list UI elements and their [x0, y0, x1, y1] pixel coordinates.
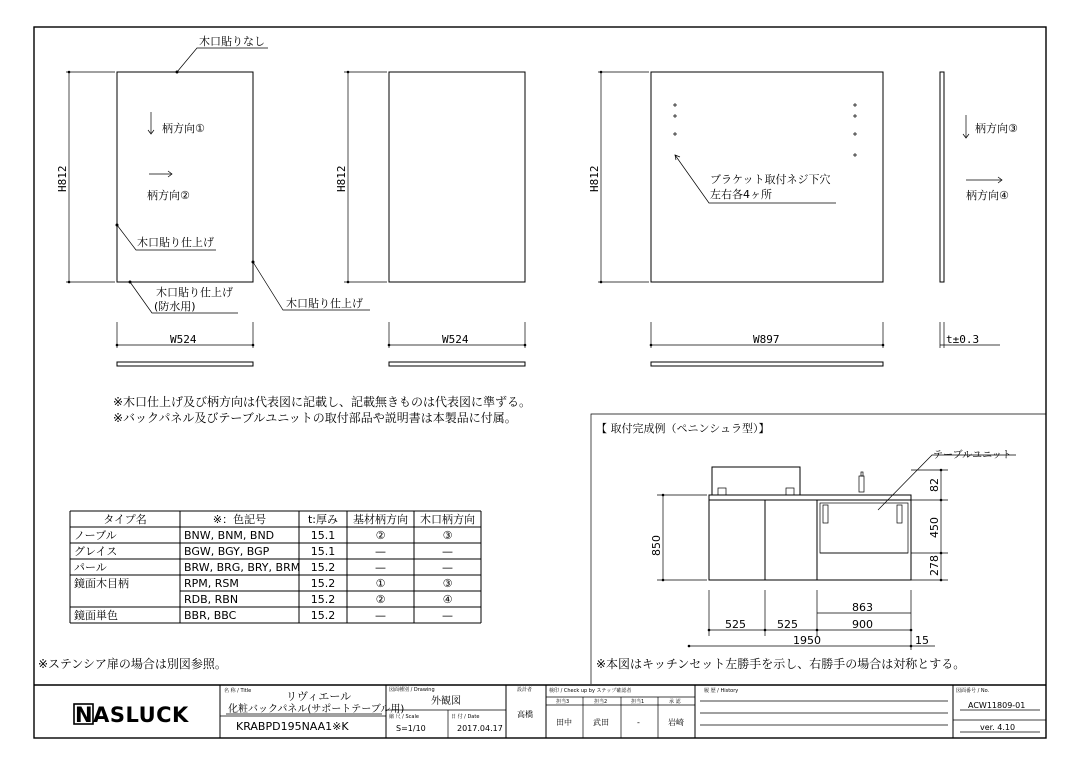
example-note: ※本図はキッチンセット左勝手を示し、右勝手の場合は対称とする。 — [596, 657, 966, 671]
table-cell: 15.2 — [310, 577, 336, 590]
dim-278: 278 — [928, 555, 941, 576]
note-1: ※木口仕上げ及び柄方向は代表図に記載し、記載無きものは代表図に準ずる。 — [113, 395, 532, 409]
screw-holes — [673, 103, 857, 157]
counter-top — [709, 495, 911, 500]
panel-3-note-2: 左右各4ヶ所 — [710, 188, 772, 201]
panel-4-outline — [940, 72, 944, 282]
dim-850: 850 — [650, 535, 663, 556]
panel-2 — [335, 71, 526, 366]
product-subname: 化粧バックパネル(サポートテーブル用) — [228, 704, 405, 715]
panel-4-thickness: t±0.3 — [946, 333, 980, 346]
table-header: t:厚み — [307, 513, 339, 526]
panel-2-outline — [389, 72, 525, 282]
panel-1-right-finish: 木口貼り仕上げ — [286, 297, 363, 310]
table-header: ※：色記号 — [212, 513, 267, 526]
panel-3 — [588, 71, 884, 366]
nasluck-logo — [74, 703, 189, 727]
table-header: タイプ名 — [103, 513, 147, 526]
panel-1-width: W524 — [170, 333, 197, 346]
table-cell: ③ — [442, 529, 453, 542]
table-cell: — — [442, 561, 453, 574]
panel-1-grain-2: 柄方向② — [147, 189, 190, 202]
table-cell: — — [375, 609, 386, 622]
table-cell: 15.2 — [310, 593, 336, 606]
cabinet-left — [709, 500, 765, 580]
check-sub-3: 担当1 — [631, 699, 645, 705]
name-label: 名 称 / Title — [224, 688, 252, 694]
designer-label: 設計者 — [517, 687, 533, 693]
table-cell: — — [375, 561, 386, 574]
table-cell: 15.2 — [310, 609, 336, 622]
designer: 高橋 — [517, 710, 533, 719]
table-header: 木口柄方向 — [420, 513, 475, 526]
panel-3-height: H812 — [588, 165, 601, 192]
table-cell: BBR, BBC — [184, 609, 237, 622]
panel-1-outline — [117, 72, 253, 282]
table-cell: 15.2 — [310, 561, 336, 574]
panel-1-bottom-finish-1: 木口貼り仕上げ — [156, 286, 233, 299]
table-cell: BGW, BGY, BGP — [184, 545, 270, 558]
panel-1 — [56, 34, 370, 366]
table-cell: ノーブル — [74, 529, 117, 542]
model-number: KRABPD195NAA1※K — [236, 720, 349, 733]
panel-1-strip — [117, 362, 253, 366]
table-unit-label: テーブルユニット — [933, 450, 1012, 461]
panel-3-width: W897 — [753, 333, 780, 346]
table-cell: グレイス — [74, 545, 118, 558]
check-label: 検印 / Check up by ステップ確認者 — [549, 688, 632, 694]
table-cell: — — [442, 545, 453, 558]
panel-1-bottom-finish-2: (防水用) — [154, 300, 196, 313]
drawing-type-label: 図面種別 / Drawing — [389, 687, 435, 693]
product-name: リヴィエール — [286, 690, 352, 703]
drawing-type: 外観図 — [431, 696, 461, 707]
table-cell: ④ — [442, 593, 453, 606]
table-cell: RPM, RSM — [184, 577, 239, 590]
cabinet-center — [765, 500, 817, 580]
table-cell: BNW, BNM, BND — [184, 529, 275, 542]
panel-1-edge-finish: 木口貼り仕上げ — [137, 236, 214, 249]
table-cell: ② — [375, 529, 386, 542]
installation-example — [591, 414, 1046, 684]
check-sub-4: 承 認 — [669, 699, 681, 705]
history-label: 履 歴 / History — [704, 688, 739, 694]
stencil-note: ※ステンシア扉の場合は別図参照。 — [38, 657, 227, 671]
panel-1-height: H812 — [56, 165, 69, 192]
scale-label: 縮 尺 / Scale — [389, 714, 419, 720]
dim-82: 82 — [928, 478, 941, 492]
panel-4 — [940, 72, 1018, 348]
scale: S=1/10 — [396, 724, 426, 733]
spec-table — [70, 511, 481, 623]
dim-525-a: 525 — [725, 618, 746, 631]
dim-1950: 1950 — [793, 634, 821, 647]
dim-450: 450 — [928, 517, 941, 538]
panel-1-top-label: 木口貼りなし — [199, 35, 265, 48]
logo-text: NASLUCK — [75, 703, 189, 727]
panel-2-height: H812 — [335, 165, 348, 192]
example-title: 【 取付完成例（ペニンシュラ型）】 — [596, 422, 770, 435]
table-cell: — — [442, 609, 453, 622]
checker-4: 岩崎 — [668, 718, 684, 727]
panel-3-strip — [651, 362, 883, 366]
drawing-number: ACW11809-01 — [968, 701, 1026, 710]
panel-2-strip — [389, 362, 525, 366]
sink-basin — [712, 467, 800, 495]
table-cell: 鏡面単色 — [74, 609, 118, 622]
date: 2017.04.17 — [457, 724, 503, 733]
table-unit — [820, 503, 908, 553]
panel-2-width: W524 — [442, 333, 469, 346]
table-cell: 15.1 — [310, 545, 336, 558]
note-2: ※バックパネル及びテーブルユニットの取付部品や説明書は本製品に付属。 — [113, 411, 517, 425]
table-cell: ② — [375, 593, 386, 606]
table-cell: RDB, RBN — [184, 593, 239, 606]
panel-4-grain-4: 柄方向④ — [966, 189, 1009, 202]
dim-525-b: 525 — [777, 618, 798, 631]
panel-4-grain-3: 柄方向③ — [975, 122, 1018, 135]
checker-3: - — [637, 718, 640, 727]
table-header: 基材柄方向 — [353, 513, 408, 526]
check-sub-1: 担当3 — [556, 699, 570, 705]
date-label: 日 付 / Date — [451, 714, 480, 720]
table-cell: BRW, BRG, BRY, BRM — [184, 561, 301, 574]
title-block — [34, 685, 1046, 738]
table-cell: ① — [375, 577, 386, 590]
checker-1: 田中 — [556, 718, 572, 727]
faucet — [859, 476, 864, 492]
dim-900: 900 — [852, 618, 873, 631]
check-sub-2: 担当2 — [594, 699, 608, 705]
dim-863: 863 — [852, 601, 873, 614]
version: ver. 4.10 — [980, 723, 1016, 732]
dim-15: 15 — [915, 634, 929, 647]
number-label: 図面番号 / No. — [956, 688, 990, 694]
panel-1-grain-1: 柄方向① — [162, 122, 205, 135]
table-cell: パール — [74, 561, 107, 574]
table-cell: — — [375, 545, 386, 558]
table-cell: ③ — [442, 577, 453, 590]
table-cell: 鏡面木目柄 — [74, 577, 129, 590]
panel-3-note-1: ブラケット取付ネジ下穴 — [710, 173, 831, 186]
checker-2: 武田 — [593, 718, 609, 727]
table-cell: 15.1 — [310, 529, 336, 542]
